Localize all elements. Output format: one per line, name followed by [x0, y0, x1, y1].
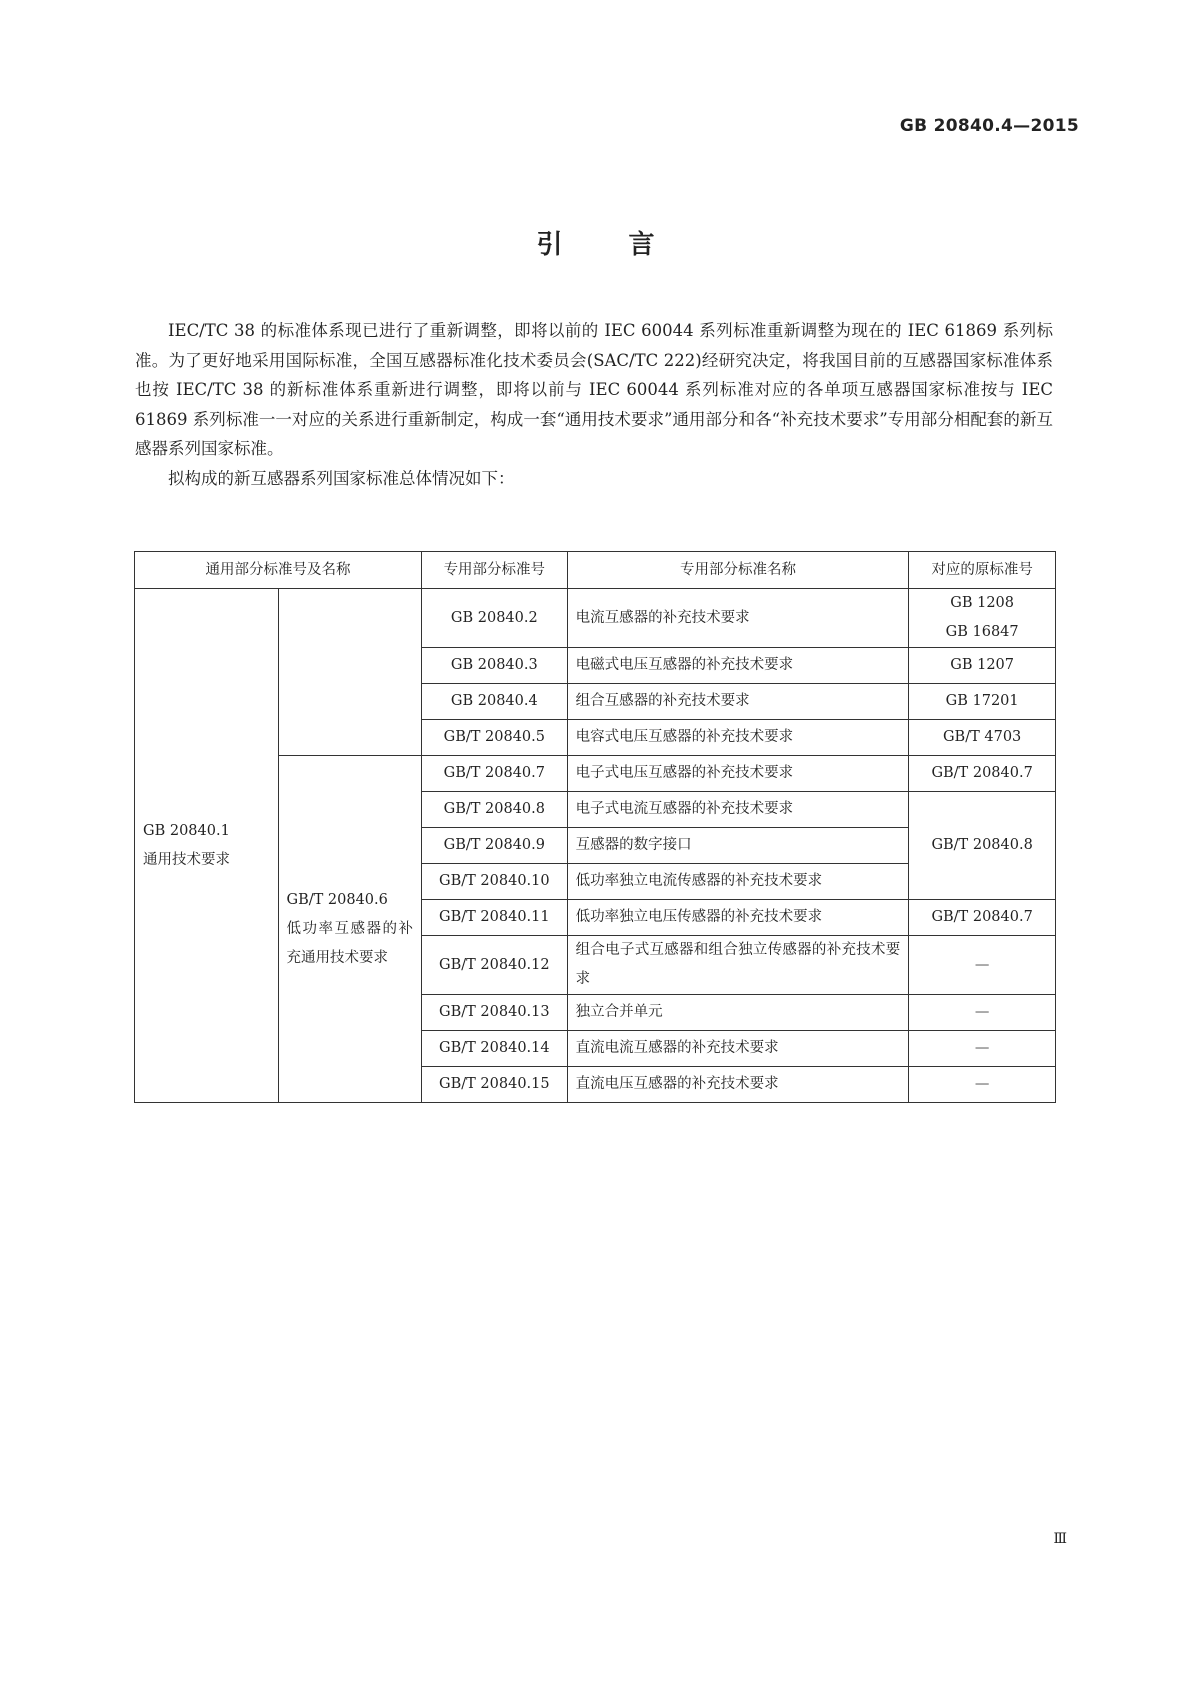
- original-number: —: [909, 995, 1056, 1031]
- standards-table: [134, 551, 1056, 1103]
- original-number: GB/T 20840.7: [909, 900, 1056, 936]
- special-name: 电流互感器的补充技术要求: [567, 589, 909, 648]
- special-number: GB/T 20840.8: [422, 792, 568, 828]
- original-number: [909, 589, 1056, 648]
- special-number: GB/T 20840.15: [422, 1067, 568, 1103]
- original-number: GB/T 20840.7: [909, 756, 1056, 792]
- special-number: GB/T 20840.9: [422, 828, 568, 864]
- standard-code: GB 20840.4—2015: [899, 116, 1079, 136]
- original-number: —: [909, 1067, 1056, 1103]
- special-number: GB/T 20840.5: [422, 720, 568, 756]
- special-name: 互感器的数字接口: [567, 828, 909, 864]
- original-number: GB/T 20840.8: [909, 792, 1056, 900]
- original-number: GB/T 4703: [909, 720, 1056, 756]
- special-name: 低功率独立电流传感器的补充技术要求: [567, 864, 909, 900]
- intro-paragraph-2: 拟构成的新互感器系列国家标准总体情况如下：: [168, 468, 515, 488]
- general-part-name: 通用技术要求: [143, 851, 230, 868]
- special-number: GB/T 20840.7: [422, 756, 568, 792]
- special-name: 直流电流互感器的补充技术要求: [567, 1031, 909, 1067]
- empty-sub-cell: [278, 589, 422, 756]
- special-number: GB/T 20840.14: [422, 1031, 568, 1067]
- special-name: 组合电子式互感器和组合独立传感器的补充技术要求: [567, 936, 909, 995]
- special-number: GB/T 20840.13: [422, 995, 568, 1031]
- table-row: [135, 589, 1056, 648]
- special-number: GB/T 20840.11: [422, 900, 568, 936]
- original-number-line-1: GB 1208: [950, 595, 1014, 611]
- intro-paragraph-1: IEC/TC 38 的标准体系现已进行了重新调整，即将以前的 IEC 60044 系列标准重新调整为现在的 IEC 61869 系列标准。为了更好地采用国际标准，全国互感器标准化技术委员会(SAC/TC 222)经研究决定，将我国目前的互感器国家标准体系也按 IEC/TC 38 的新标准体系重新进行调整，即将以前与 IEC 60044 系列标准对应的各单项互感器国家标准按与 IEC 61869 系列标准一一对应的关系进行重新制定，构成一套“通用技术要求”通用部分和各“补充技术要求”专用部分相配套的新互感器系列国家标准。: [135, 321, 1053, 458]
- header-special-name: 专用部分标准名称: [567, 552, 909, 589]
- low-power-group-name: 低功率互感器的补充通用技术要求: [286, 920, 413, 966]
- special-number: GB/T 20840.10: [422, 864, 568, 900]
- header-general-part: 通用部分标准号及名称: [135, 552, 422, 589]
- page-title-char-2: 言: [628, 230, 655, 260]
- low-power-group-number: GB/T 20840.6: [286, 891, 388, 908]
- special-name: 电子式电压互感器的补充技术要求: [567, 756, 909, 792]
- special-name: 独立合并单元: [567, 995, 909, 1031]
- special-name: 电容式电压互感器的补充技术要求: [567, 720, 909, 756]
- intro-section: [135, 316, 1053, 493]
- header-original-number: 对应的原标准号: [909, 552, 1056, 589]
- special-name: 低功率独立电压传感器的补充技术要求: [567, 900, 909, 936]
- general-part-cell: [135, 589, 279, 1103]
- page-title-char-1: 引: [536, 230, 563, 260]
- special-number: GB/T 20840.12: [422, 936, 568, 995]
- page-number: Ⅲ: [1053, 1531, 1066, 1547]
- special-number: GB 20840.4: [422, 684, 568, 720]
- original-number: —: [909, 1031, 1056, 1067]
- original-number: —: [909, 936, 1056, 995]
- special-number: GB 20840.2: [422, 589, 568, 648]
- special-name: 电子式电流互感器的补充技术要求: [567, 792, 909, 828]
- table-header-row: [135, 552, 1056, 589]
- low-power-group-cell: [278, 756, 422, 1103]
- special-number: GB 20840.3: [422, 648, 568, 684]
- general-part-number: GB 20840.1: [143, 822, 230, 839]
- special-name: 直流电压互感器的补充技术要求: [567, 1067, 909, 1103]
- special-name: 组合互感器的补充技术要求: [567, 684, 909, 720]
- original-number-line-2: GB 16847: [945, 624, 1019, 640]
- special-name: 电磁式电压互感器的补充技术要求: [567, 648, 909, 684]
- page-title: [0, 224, 1191, 261]
- original-number: GB 1207: [909, 648, 1056, 684]
- header-special-number: 专用部分标准号: [422, 552, 568, 589]
- original-number: GB 17201: [909, 684, 1056, 720]
